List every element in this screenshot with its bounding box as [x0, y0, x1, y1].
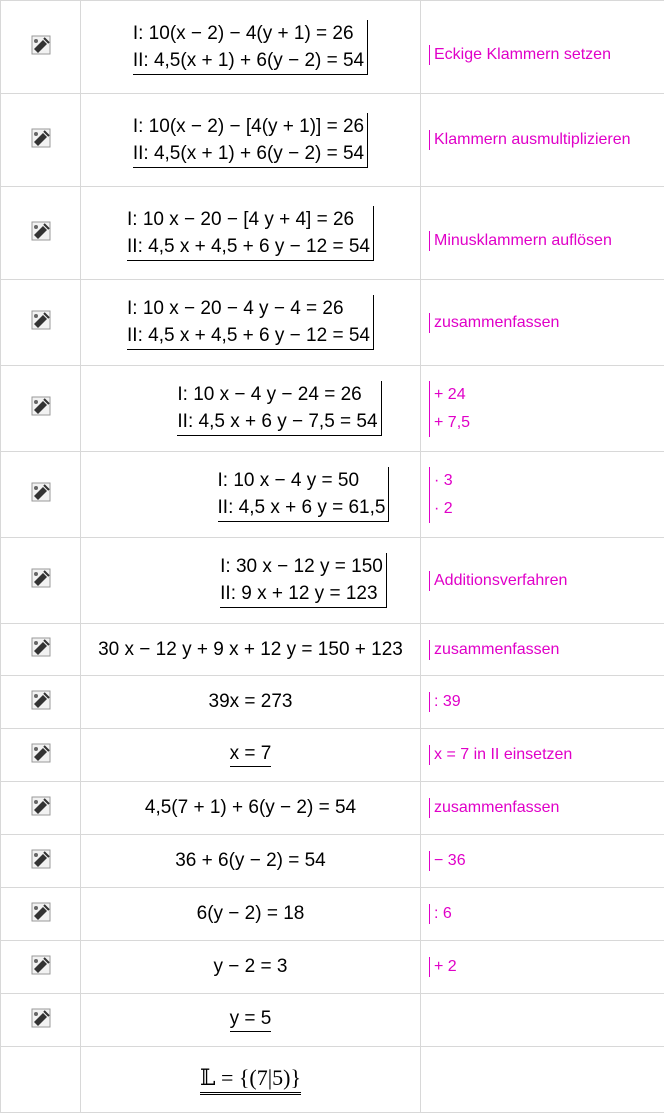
step-note: + 7,5 — [434, 413, 471, 431]
equation-cell — [81, 452, 421, 538]
equation-line: II: 9 x + 12 y = 123 — [220, 583, 378, 604]
pencil-arrow-icon — [30, 742, 52, 764]
step-icon-cell — [1, 941, 81, 994]
equation-cell — [81, 366, 421, 452]
equation: 30 x − 12 y + 9 x + 12 y = 150 + 123 — [98, 638, 403, 660]
table-row — [1, 538, 664, 624]
step-note: : 6 — [429, 904, 452, 924]
table-row — [1, 187, 664, 280]
pencil-arrow-icon — [30, 1007, 52, 1029]
pencil-arrow-icon — [30, 220, 52, 242]
equation-cell — [81, 280, 421, 366]
equation: 6(y − 2) = 18 — [196, 903, 305, 924]
step-icon-cell — [1, 624, 81, 676]
equation-line: I: 10 x − 20 − 4 y − 4 = 26 — [127, 298, 344, 319]
step-note: Additionsverfahren — [429, 571, 567, 591]
equation-line: II: 4,5 x + 6 y − 7,5 = 54 — [177, 411, 378, 432]
equation-line: II: 4,5 x + 4,5 + 6 y − 12 = 54 — [127, 325, 370, 346]
step-note: + 2 — [429, 957, 457, 977]
table-row — [1, 1047, 664, 1113]
table-row — [1, 676, 664, 729]
equation-system — [177, 381, 381, 436]
pencil-arrow-icon — [30, 567, 52, 589]
note-cell — [421, 1, 664, 94]
equation: 39x = 273 — [208, 691, 293, 712]
note-cell — [421, 729, 664, 782]
note-cell — [421, 538, 664, 624]
note-cell — [421, 994, 664, 1047]
equation-system — [127, 295, 374, 350]
pencil-arrow-icon — [30, 309, 52, 331]
table-row — [1, 835, 664, 888]
equation: y = 5 — [230, 1008, 272, 1032]
equation-cell — [81, 538, 421, 624]
pencil-arrow-icon — [30, 954, 52, 976]
equation-system — [133, 113, 368, 168]
step-note: zusammenfassen — [429, 640, 559, 660]
equation-line: I: 10 x − 4 y = 50 — [217, 470, 360, 491]
step-note: Klammern ausmultiplizieren — [429, 130, 631, 150]
table-row — [1, 280, 664, 366]
equation-line: I: 10 x − 20 − [4 y + 4] = 26 — [127, 208, 355, 230]
step-icon-cell — [1, 538, 81, 624]
step-icon-cell — [1, 452, 81, 538]
equation-cell — [81, 1, 421, 94]
pencil-arrow-icon — [30, 395, 52, 417]
step-icon-cell — [1, 94, 81, 187]
equation-line: II: 4,5(x + 1) + 6(y − 2) = 54 — [132, 142, 365, 164]
equation-line: I: 30 x − 12 y = 150 — [220, 556, 383, 577]
step-icon-cell — [1, 366, 81, 452]
note-cell — [421, 941, 664, 994]
table-row — [1, 941, 664, 994]
pencil-arrow-icon — [30, 689, 52, 711]
pencil-arrow-icon — [30, 848, 52, 870]
equation-system — [133, 20, 368, 75]
equation-cell — [81, 729, 421, 782]
equation-line: II: 4,5 x + 4,5 + 6 y − 12 = 54 — [127, 235, 370, 257]
equation-line: I: 10(x − 2) − [4(y + 1)] = 26 — [132, 115, 365, 137]
equation: y − 2 = 3 — [213, 956, 288, 977]
note-cell — [421, 782, 664, 835]
equation-cell — [81, 888, 421, 941]
equation-line: II: 4,5(x + 1) + 6(y − 2) = 54 — [132, 49, 365, 71]
step-icon-cell — [1, 888, 81, 941]
equation-cell — [81, 94, 421, 187]
equation-line: I: 10 x − 4 y − 24 = 26 — [177, 384, 362, 405]
equation-cell — [81, 187, 421, 280]
pencil-arrow-icon — [30, 127, 52, 149]
table-row — [1, 729, 664, 782]
step-note: + 24 — [434, 385, 466, 403]
equation-cell — [81, 1047, 421, 1113]
equation-system — [218, 467, 390, 522]
note-cell — [421, 676, 664, 729]
note-cell — [421, 624, 664, 676]
table-row — [1, 624, 664, 676]
step-note: zusammenfassen — [429, 798, 559, 818]
step-icon-cell — [1, 1, 81, 94]
pencil-arrow-icon — [30, 481, 52, 503]
step-icon-cell — [1, 782, 81, 835]
table-row — [1, 94, 664, 187]
equation-line: II: 4,5 x + 6 y = 61,5 — [217, 497, 386, 518]
table-row — [1, 1, 664, 94]
step-icon-cell — [1, 676, 81, 729]
equation-cell — [81, 782, 421, 835]
step-icon-cell — [1, 729, 81, 782]
step-icon-cell — [1, 1047, 81, 1113]
table-row — [1, 888, 664, 941]
note-cell — [421, 187, 664, 280]
solution-set: 𝕃 = {(7|5)} — [200, 1065, 301, 1095]
note-cell — [421, 366, 664, 452]
equation-system — [220, 553, 387, 608]
table-row — [1, 782, 664, 835]
table-row — [1, 452, 664, 538]
pencil-arrow-icon — [30, 795, 52, 817]
equation: 36 + 6(y − 2) = 54 — [175, 850, 326, 871]
step-note: − 36 — [429, 851, 466, 871]
equation-cell — [81, 835, 421, 888]
note-cell — [421, 452, 664, 538]
pencil-arrow-icon — [30, 34, 52, 56]
step-icon-cell — [1, 187, 81, 280]
equation: 4,5(7 + 1) + 6(y − 2) = 54 — [144, 797, 357, 818]
step-note: · 2 — [434, 499, 453, 517]
step-note-stack — [429, 467, 453, 523]
table-row — [1, 366, 664, 452]
step-note: zusammenfassen — [429, 313, 559, 333]
step-note: : 39 — [429, 692, 461, 712]
note-cell — [421, 280, 664, 366]
equation-system — [127, 206, 374, 261]
step-note: Minusklammern auflösen — [429, 231, 612, 251]
note-cell — [421, 835, 664, 888]
equation-line: I: 10(x − 2) − 4(y + 1) = 26 — [132, 22, 354, 44]
step-note: Eckige Klammern setzen — [429, 45, 611, 65]
note-cell — [421, 888, 664, 941]
step-icon-cell — [1, 280, 81, 366]
step-icon-cell — [1, 994, 81, 1047]
pencil-arrow-icon — [30, 901, 52, 923]
equation-cell — [81, 676, 421, 729]
equation-cell — [81, 624, 421, 676]
note-cell — [421, 1047, 664, 1113]
step-note: x = 7 in II einsetzen — [429, 745, 572, 765]
step-icon-cell — [1, 835, 81, 888]
step-note: · 3 — [434, 471, 453, 489]
note-cell — [421, 94, 664, 187]
table-row — [1, 994, 664, 1047]
step-note-stack — [429, 381, 470, 437]
equation: x = 7 — [230, 743, 272, 767]
pencil-arrow-icon — [30, 636, 52, 658]
equation-cell — [81, 941, 421, 994]
equation-cell — [81, 994, 421, 1047]
